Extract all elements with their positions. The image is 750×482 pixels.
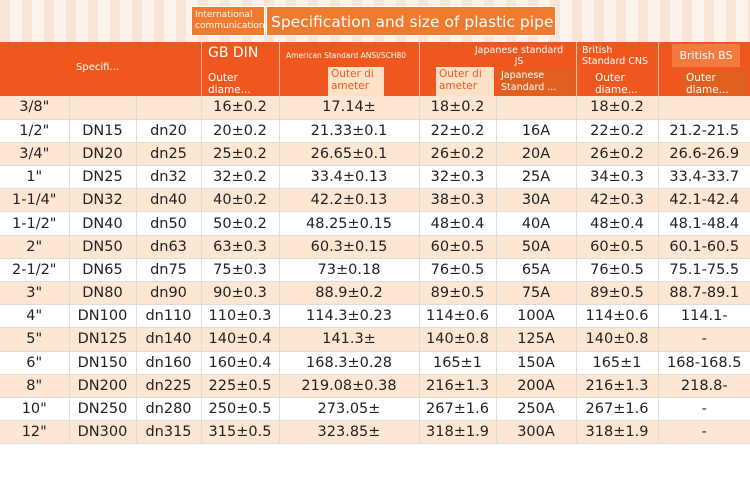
header-divider — [201, 42, 202, 96]
banner-title: Specification and size of plastic pipe — [266, 6, 556, 36]
cell-cns-outer: 18±0.2 — [576, 96, 658, 119]
cell-cns-outer: 42±0.3 — [576, 189, 658, 212]
cell-cns-outer: 76±0.5 — [576, 258, 658, 281]
table-header — [0, 42, 750, 96]
table-row — [0, 189, 750, 212]
cell-ansi-outer: 141.3± — [279, 328, 419, 351]
cell-bs-outer: 218.8- — [658, 374, 750, 397]
cell-dn-size: DN100 — [69, 305, 136, 328]
cell-cns-outer: 34±0.3 — [576, 166, 658, 189]
cell-inch-size: 1-1/4" — [0, 189, 69, 212]
cell-js-standard — [496, 96, 576, 119]
header-divider — [576, 42, 577, 96]
cell-inch-size: 8" — [0, 374, 69, 397]
header-gb-din: GB DIN — [208, 45, 259, 61]
cell-cns-outer: 140±0.8 — [576, 328, 658, 351]
cell-gb-din-outer: 25±0.2 — [201, 142, 279, 165]
cell-dn-size: DN250 — [69, 397, 136, 420]
cell-js-standard: 200A — [496, 374, 576, 397]
cell-gb-din-outer: 75±0.3 — [201, 258, 279, 281]
cell-dn-outer: dn160 — [136, 351, 201, 374]
cell-js-outer: 22±0.2 — [419, 119, 496, 142]
subheader-js-standard: Japanese Standard ... — [498, 69, 575, 96]
cell-bs-outer: 42.1-42.4 — [658, 189, 750, 212]
cell-gb-din-outer: 20±0.2 — [201, 119, 279, 142]
header-divider — [279, 42, 280, 96]
cell-cns-outer: 26±0.2 — [576, 142, 658, 165]
table-row — [0, 397, 750, 420]
cell-bs-outer: 26.6-26.9 — [658, 142, 750, 165]
cell-js-standard: 100A — [496, 305, 576, 328]
cell-dn-size: DN200 — [69, 374, 136, 397]
cell-cns-outer: 114±0.6 — [576, 305, 658, 328]
cell-inch-size: 2" — [0, 235, 69, 258]
cell-inch-size: 10" — [0, 397, 69, 420]
cell-js-standard: 20A — [496, 142, 576, 165]
cell-bs-outer: 88.7-89.1 — [658, 282, 750, 305]
cell-inch-size: 12" — [0, 421, 69, 444]
cell-dn-outer — [136, 96, 201, 119]
table-row — [0, 305, 750, 328]
cell-inch-size: 5" — [0, 328, 69, 351]
cell-ansi-outer: 219.08±0.38 — [279, 374, 419, 397]
cell-ansi-outer: 273.05± — [279, 397, 419, 420]
cell-js-standard: 300A — [496, 421, 576, 444]
table-row — [0, 282, 750, 305]
table-row — [0, 142, 750, 165]
header-ansi: American Standard ANSI/SCH80 — [286, 51, 406, 60]
cell-gb-din-outer: 16±0.2 — [201, 96, 279, 119]
cell-js-standard: 25A — [496, 166, 576, 189]
cell-ansi-outer: 21.33±0.1 — [279, 119, 419, 142]
cell-ansi-outer: 60.3±0.15 — [279, 235, 419, 258]
table-row — [0, 166, 750, 189]
table-row — [0, 328, 750, 351]
cell-dn-outer: dn40 — [136, 189, 201, 212]
cell-dn-outer: dn315 — [136, 421, 201, 444]
table-row — [0, 351, 750, 374]
cell-ansi-outer: 42.2±0.13 — [279, 189, 419, 212]
subheader-bs-outer: Outer diame... — [683, 71, 747, 96]
cell-js-standard: 75A — [496, 282, 576, 305]
cell-js-outer: 165±1 — [419, 351, 496, 374]
cell-inch-size: 3" — [0, 282, 69, 305]
cell-bs-outer: 114.1- — [658, 305, 750, 328]
cell-js-outer: 89±0.5 — [419, 282, 496, 305]
cell-inch-size: 1" — [0, 166, 69, 189]
cell-dn-outer: dn63 — [136, 235, 201, 258]
cell-cns-outer: 22±0.2 — [576, 119, 658, 142]
cell-dn-outer: dn280 — [136, 397, 201, 420]
cell-dn-size: DN150 — [69, 351, 136, 374]
cell-bs-outer — [658, 96, 750, 119]
cell-js-outer: 38±0.3 — [419, 189, 496, 212]
cell-bs-outer: - — [658, 421, 750, 444]
table-row — [0, 258, 750, 281]
cell-dn-size: DN65 — [69, 258, 136, 281]
cell-dn-outer: dn32 — [136, 166, 201, 189]
cell-js-outer: 114±0.6 — [419, 305, 496, 328]
cell-dn-size: DN25 — [69, 166, 136, 189]
subheader-gb-outer: Outer diame... — [208, 72, 251, 96]
cell-js-outer: 48±0.4 — [419, 212, 496, 235]
cell-bs-outer: 75.1-75.5 — [658, 258, 750, 281]
cell-js-outer: 318±1.9 — [419, 421, 496, 444]
cell-js-outer: 60±0.5 — [419, 235, 496, 258]
table-body — [0, 96, 750, 444]
cell-js-outer: 32±0.3 — [419, 166, 496, 189]
cell-gb-din-outer: 40±0.2 — [201, 189, 279, 212]
cell-gb-din-outer: 50±0.2 — [201, 212, 279, 235]
cell-js-standard: 125A — [496, 328, 576, 351]
cell-gb-din-outer: 315±0.5 — [201, 421, 279, 444]
cell-inch-size: 2-1/2" — [0, 258, 69, 281]
pipe-size-table — [0, 96, 750, 444]
cell-dn-outer: dn140 — [136, 328, 201, 351]
header-specification: Specifi... — [76, 62, 119, 73]
cell-ansi-outer: 33.4±0.13 — [279, 166, 419, 189]
cell-ansi-outer: 17.14± — [279, 96, 419, 119]
cell-js-standard: 16A — [496, 119, 576, 142]
header-japanese: Japanese standard JS — [474, 45, 564, 67]
cell-ansi-outer: 88.9±0.2 — [279, 282, 419, 305]
subheader-ansi-outer: Outer di ameter — [328, 67, 384, 96]
cell-dn-outer: dn75 — [136, 258, 201, 281]
cell-cns-outer: 165±1 — [576, 351, 658, 374]
cell-gb-din-outer: 140±0.4 — [201, 328, 279, 351]
cell-ansi-outer: 114.3±0.23 — [279, 305, 419, 328]
cell-dn-outer: dn225 — [136, 374, 201, 397]
cell-js-outer: 76±0.5 — [419, 258, 496, 281]
subheader-js-outer: Outer di ameter — [436, 67, 494, 96]
cell-gb-din-outer: 63±0.3 — [201, 235, 279, 258]
cell-dn-size: DN80 — [69, 282, 136, 305]
cell-dn-size: DN300 — [69, 421, 136, 444]
cell-dn-outer: dn25 — [136, 142, 201, 165]
cell-gb-din-outer: 32±0.2 — [201, 166, 279, 189]
cell-dn-size: DN40 — [69, 212, 136, 235]
cell-ansi-outer: 48.25±0.15 — [279, 212, 419, 235]
cell-bs-outer: 48.1-48.4 — [658, 212, 750, 235]
cell-cns-outer: 60±0.5 — [576, 235, 658, 258]
cell-js-standard: 65A — [496, 258, 576, 281]
cell-dn-size: DN125 — [69, 328, 136, 351]
cell-js-standard: 250A — [496, 397, 576, 420]
cell-js-outer: 26±0.2 — [419, 142, 496, 165]
cell-js-standard: 50A — [496, 235, 576, 258]
cell-ansi-outer: 73±0.18 — [279, 258, 419, 281]
cell-js-outer: 267±1.6 — [419, 397, 496, 420]
cell-bs-outer: - — [658, 328, 750, 351]
cell-bs-outer: - — [658, 397, 750, 420]
cell-cns-outer: 267±1.6 — [576, 397, 658, 420]
cell-js-standard: 40A — [496, 212, 576, 235]
title-band — [0, 0, 750, 42]
cell-gb-din-outer: 250±0.5 — [201, 397, 279, 420]
table-row — [0, 212, 750, 235]
table-row — [0, 96, 750, 119]
header-divider — [658, 42, 659, 96]
cell-bs-outer: 168-168.5 — [658, 351, 750, 374]
table-row — [0, 374, 750, 397]
cell-inch-size: 4" — [0, 305, 69, 328]
cell-dn-outer: dn20 — [136, 119, 201, 142]
cell-inch-size: 3/8" — [0, 96, 69, 119]
cell-bs-outer: 60.1-60.5 — [658, 235, 750, 258]
cell-cns-outer: 318±1.9 — [576, 421, 658, 444]
cell-cns-outer: 89±0.5 — [576, 282, 658, 305]
cell-dn-outer: dn90 — [136, 282, 201, 305]
cell-dn-outer: dn110 — [136, 305, 201, 328]
table-row — [0, 421, 750, 444]
table-row — [0, 119, 750, 142]
cell-bs-outer: 21.2-21.5 — [658, 119, 750, 142]
cell-gb-din-outer: 110±0.3 — [201, 305, 279, 328]
cell-gb-din-outer: 160±0.4 — [201, 351, 279, 374]
cell-ansi-outer: 168.3±0.28 — [279, 351, 419, 374]
cell-inch-size: 1/2" — [0, 119, 69, 142]
cell-inch-size: 3/4" — [0, 142, 69, 165]
cell-ansi-outer: 323.85± — [279, 421, 419, 444]
cell-js-standard: 150A — [496, 351, 576, 374]
cell-gb-din-outer: 225±0.5 — [201, 374, 279, 397]
subheader-cns-outer: Outer diame... — [595, 72, 638, 96]
table-row — [0, 235, 750, 258]
banner-tag: International communication — [191, 6, 265, 36]
cell-gb-din-outer: 90±0.3 — [201, 282, 279, 305]
cell-js-standard: 30A — [496, 189, 576, 212]
cell-cns-outer: 216±1.3 — [576, 374, 658, 397]
cell-dn-size: DN15 — [69, 119, 136, 142]
cell-dn-outer: dn50 — [136, 212, 201, 235]
header-british-cns: British Standard CNS — [582, 45, 649, 67]
cell-js-outer: 18±0.2 — [419, 96, 496, 119]
cell-cns-outer: 48±0.4 — [576, 212, 658, 235]
cell-dn-size: DN20 — [69, 142, 136, 165]
header-british-bs: British BS — [672, 44, 740, 67]
header-divider — [419, 42, 420, 96]
cell-dn-size: DN50 — [69, 235, 136, 258]
cell-js-outer: 216±1.3 — [419, 374, 496, 397]
cell-dn-size — [69, 96, 136, 119]
cell-js-outer: 140±0.8 — [419, 328, 496, 351]
cell-bs-outer: 33.4-33.7 — [658, 166, 750, 189]
cell-ansi-outer: 26.65±0.1 — [279, 142, 419, 165]
cell-inch-size: 1-1/2" — [0, 212, 69, 235]
cell-dn-size: DN32 — [69, 189, 136, 212]
cell-inch-size: 6" — [0, 351, 69, 374]
